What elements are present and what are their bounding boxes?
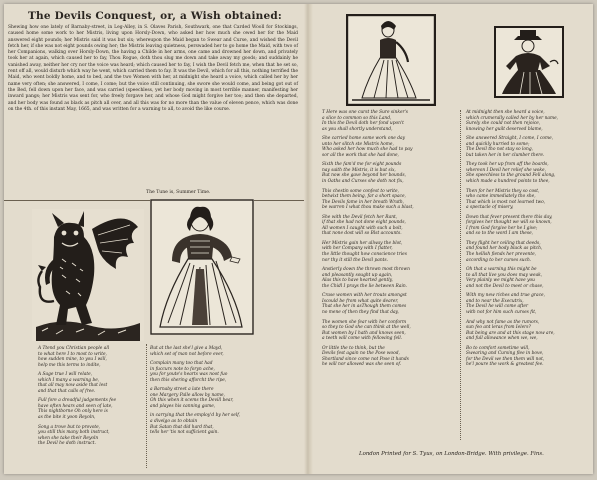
- verse-line: But now she gave beyond her bounds,: [322, 173, 406, 179]
- verse-line: A Sage true I will relate,: [38, 372, 93, 378]
- verse-line: Complain many too that had: [150, 361, 213, 367]
- verse-line: Alas this to have hearted gently,: [322, 278, 393, 284]
- verse-column-4: [466, 110, 588, 368]
- verse-line: a divelgo as to obtain: [150, 419, 198, 425]
- verse-line: a teeth will come with fellowing fell.: [322, 336, 403, 342]
- verse-line: The women she fear with her conform: [322, 319, 407, 325]
- verse-line: She answered Straight, I come, I come,: [466, 136, 554, 142]
- verse-line: knowing her guilt deserved blame,: [466, 126, 543, 132]
- verse-line: With my new riches and true grace,: [466, 293, 545, 299]
- verse-line: But being are and at this stage now are,: [466, 330, 555, 336]
- verse-line: The Devil tho not stay so long,: [466, 147, 533, 153]
- verse-line: But women by I hath and knows seen,: [322, 330, 406, 336]
- verse-line: Devils fest again no the Pose wood,: [322, 351, 400, 357]
- verse-line: Or little the to think, but the: [322, 345, 385, 351]
- verse-line: Oh that a warning this might be: [466, 267, 537, 273]
- verse-line: the little thought how conscience tries: [322, 252, 407, 258]
- verse-line: She carried home some work one day: [322, 136, 406, 142]
- verse-line: a spectacle of misery,: [466, 205, 514, 211]
- verse-line: the Devil he doth instruct.: [38, 441, 96, 447]
- verse-line: nay saith the Mistris, it is but six,: [322, 167, 396, 173]
- verse-line: Swearing and Cursing flee in bove,: [466, 351, 544, 357]
- verse-line: Then for her Mistris they so cost,: [466, 188, 540, 194]
- verse-line: he'l poure the work & greatest fee.: [466, 362, 544, 368]
- verse-line: no mene of then they find that day,: [322, 309, 399, 315]
- tune-line: The Tune is, Summer Time.: [146, 190, 211, 195]
- verse-line: and that that calls of free.: [38, 388, 96, 394]
- verse-line: That which is most not learned two,: [466, 199, 546, 205]
- verse-line: This nightborne Oh only here is: [38, 409, 108, 415]
- verse-line: and playes his canning game,: [150, 403, 216, 409]
- verse-line: But at the last she'l give a Mayd,: [150, 346, 223, 351]
- verse-line: Surely she could not then rejoice,: [466, 121, 541, 127]
- ballad-title: The Devils Conquest, or, a Wish obtained:: [28, 10, 282, 22]
- verse-line: when she take their Reyoln: [38, 435, 99, 441]
- lady-woodcut-image: [150, 199, 254, 335]
- verse-line: in carrying that the employ'd by her self,: [150, 413, 241, 419]
- verse-line: They flight her ceiling that deeds,: [466, 240, 541, 246]
- verse-line: This chestin some confest to write,: [322, 188, 399, 194]
- verse-line: for the Devil we then them will not,: [466, 356, 545, 362]
- devil-woodcut-image: [32, 209, 144, 341]
- verse-line: and found her body black as pitch,: [466, 246, 543, 252]
- verse-line: and pleasantly sought up again,: [322, 272, 393, 278]
- verse-line: and to near the Executrix,: [466, 298, 524, 304]
- center-fold: [304, 4, 313, 474]
- verse-line: Oh this when it scems the Devill bear,: [150, 398, 234, 404]
- verse-line: who came immediately tho she,: [466, 194, 536, 200]
- column-divider: [146, 344, 147, 468]
- intro-paragraph: Shewing how one lately of Barnaby-street, in Leg-Alley, in S. Olaves Parish, Southwark, one that Carded Wooll for Stockings, caused home some work to her Mistris, living upon Horsly-Down, who asked her how much she owed her for the Maid answered eight pounds; her Mistris said it was but six; whereupon the Maid began to Swear and Curse, and wished the Devil fetch her, if she was not eight pounds owing her; the Mistris leaving quietness, perswaded her to go home the Maid, with two of her Companions, walking over Horsly-Down, the having a Childe in her arms, one came and drowned her down, and privately took her at again, which caused her to fay, Thou Rogue, doth thou slug me down and take away my goods; and suddainly he vanished away, neither her cry nor the voice was heard; which caused her to fay, I wish the Devil fetch me, when that he set so, rent off all, would disturb which way he went, which carried them to fay. It was the Devil, which for all this, nothing terrified the Maid, who went boldly home, and to bed, and the two Women with her, at midnight she heard a voice, which called her by her name very often; she answered, I come, I come; but the voice still continuing, she swore she would come, and being got out of the Bed, fell down upon her face, and was carried (speechless, yet her body moving in most terrible manner, manifesting her inward pangs; her Mistris was sent for, who freely forgave her, and whose God might forgive her too; and then she departed, and her body was found as black as pitch all over, and all this was for no more than the value of eleven pence, which was done on the 4th. of this instant May, 1665, and was written for a warning to all, to avoid the like course.: [8, 25, 298, 112]
- verse-column-2: [150, 346, 290, 436]
- woman-woodcut-image: [346, 14, 436, 106]
- verse-line: T Here was one curst the Sure sinker's: [322, 110, 409, 115]
- verse-line: The hellish fiends her prevente,: [466, 252, 537, 258]
- verse-line: Sixth the fam'd me for eight pounds: [322, 162, 402, 168]
- verse-line: if that she had not done eight pounds,: [322, 220, 406, 226]
- verse-line: which set of man not before ever,: [150, 351, 224, 357]
- verse-line: help me this terms to indite,: [38, 362, 101, 368]
- verse-line: and not the Devil to meet or chase,: [466, 283, 544, 289]
- verse-line: which I many a warning be,: [38, 377, 100, 383]
- verse-line: Full fore a dreadful judgements fee: [38, 398, 117, 404]
- verse-line: which crumerally called her by her name,: [466, 115, 559, 121]
- verse-line: and quickly hurried to some;: [466, 141, 530, 147]
- verse-line: whereon I Devil her relief she woke,: [466, 167, 546, 173]
- column-divider: [460, 110, 461, 440]
- verse-line: you for youte's hearts was noot fuo: [150, 372, 228, 378]
- verse-line: that all may now aside that lest: [38, 383, 108, 389]
- verse-line: as you shall shortly understand,: [322, 126, 393, 132]
- verse-line: Anstierly down the thrown most thrown: [322, 267, 410, 273]
- verse-line: Very plainly we might have you: [466, 278, 535, 284]
- verse-line: At midnight then she heard a voice,: [466, 110, 545, 115]
- verse-line: I from God forgive her he I give;: [466, 225, 538, 231]
- verse-line: to what here I to most to write,: [38, 351, 107, 357]
- verse-line: as the bite it yoon Reyoln,: [38, 415, 96, 421]
- imprint-line: London Printed for S. Tyus, on London-Bridge. With privilege. Fins.: [359, 451, 544, 457]
- verse-line: to all that live you does may weak,: [466, 272, 543, 278]
- verse-line: A Ttend you Christian people all: [38, 346, 110, 351]
- verse-line: And why not fame as the rumors,: [466, 319, 540, 325]
- verse-line: Who asked her how much she had to pay: [322, 147, 413, 153]
- verse-line: Song a trove but to provote,: [38, 424, 101, 430]
- verse-line: sor all the work that she had done,: [322, 152, 399, 158]
- verse-line: Her Mistris gain her allway the blot,: [322, 240, 403, 246]
- verse-line: tells her 'tis not sufficient gain.: [150, 430, 219, 436]
- verse-line: forgives her thought we will so known,: [466, 220, 552, 226]
- verse-line: Shortland since come not Pose it hands: [322, 356, 409, 362]
- verse-line: But Satan that did hard that,: [150, 424, 214, 430]
- verse-line: in Oaths and Curses she doth not fix,: [322, 179, 404, 185]
- verse-line: that none dost will so Blst accounts.: [322, 231, 402, 237]
- verse-line: one Margery Palle allow by name,: [150, 392, 225, 398]
- verse-line: Down that fever present there this day,: [466, 214, 553, 220]
- verse-line: how sudden mine, to you I will,: [38, 357, 107, 363]
- verse-line: with not for him such curses fit,: [466, 309, 537, 315]
- verse-line: he will nor allowed was she seen of.: [322, 362, 402, 368]
- verse-line: That she her in asThough them comes: [322, 304, 407, 310]
- verse-line: and so to the word I am these,: [466, 231, 534, 237]
- verse-line: according to her curses such.: [466, 257, 532, 263]
- verse-column-1: [38, 346, 138, 447]
- verse-line: unto her slitch ste Mistris home,: [322, 141, 394, 147]
- verse-line: have often hears and seen of late,: [38, 403, 113, 409]
- verse-line: All women I caught with such a bolt,: [322, 225, 403, 231]
- verse-line: She with the Devil fetch her Rant,: [322, 214, 398, 220]
- verse-line: Bo to comfort sometime will,: [466, 345, 530, 351]
- verse-column-3: [322, 110, 454, 368]
- verse-line: a Barnaby street a late there: [150, 387, 214, 393]
- verse-line: in fuccurs note to foryn ache,: [150, 366, 215, 372]
- verse-line: but taken her in her clumber there.: [466, 152, 545, 158]
- verse-line: Iscould be from what quite dearer,: [322, 298, 399, 304]
- verse-line: and full allowance when we, we,: [466, 336, 538, 342]
- verse-line: the Chidl I prays the lie between Rain.: [322, 283, 408, 289]
- verse-line: The Devil he will come after: [466, 304, 529, 310]
- verse-line: Crase women with her trouts amongst: [322, 293, 407, 299]
- verse-line: a slice to common so this Land,: [322, 115, 392, 121]
- verse-line: She speechless to the ground Fell along,: [466, 173, 556, 179]
- verse-line: The Devils fame in her breath Wrath,: [322, 199, 405, 205]
- verse-line: betwixt them being, far a short space,: [322, 194, 406, 200]
- broadside-sheet: [4, 4, 593, 474]
- verse-line: nor thy it still the Devil pants.: [322, 257, 388, 263]
- verse-line: then this shering afforcht the ripe,: [150, 377, 227, 383]
- verse-line: sun feo ant leras from Ielers?: [466, 325, 531, 331]
- verse-line: so they to God she can think at the well,: [322, 325, 411, 331]
- verse-line: which made a hundred points to thee,: [466, 179, 550, 185]
- verse-line: with her Company with I flatter,: [322, 246, 393, 252]
- verse-line: you still this many both instruct,: [38, 430, 110, 436]
- hatted-woman-woodcut-image: [494, 26, 564, 98]
- verse-line: They took her up from aff the boards,: [466, 162, 549, 168]
- verse-line: be warren I what thou make such a blast,: [322, 205, 414, 211]
- verse-line: In this the Devil doth her fond upon't: [322, 121, 404, 127]
